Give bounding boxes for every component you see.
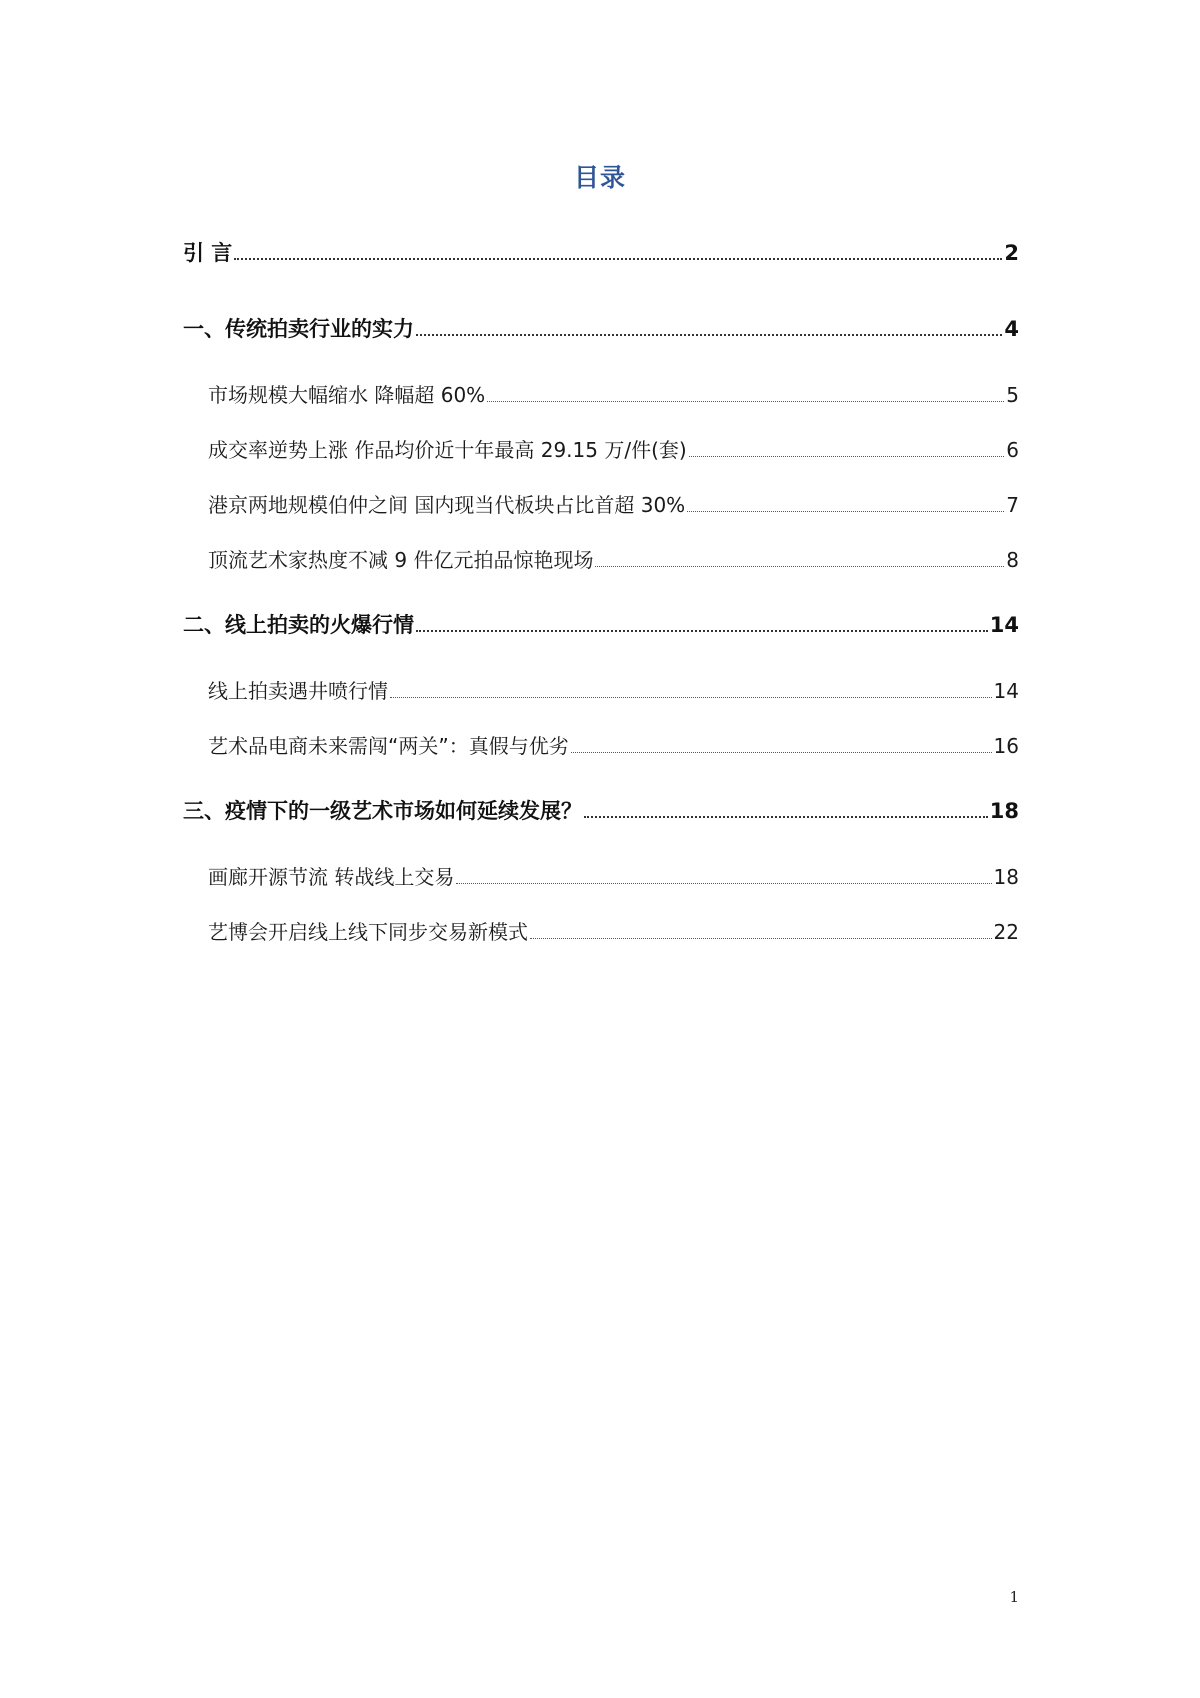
toc-entry-text: 引 言 xyxy=(183,241,233,265)
toc-entry-subsection[interactable] xyxy=(208,731,1019,761)
toc-page-number: 14 xyxy=(989,613,1019,637)
toc-dot-leader xyxy=(416,334,1002,336)
toc-entry-section-2[interactable] xyxy=(183,610,1019,640)
toc-entry-text: 顶流艺术家热度不减 9 件亿元拍品惊艳现场 xyxy=(208,548,594,572)
toc-entry-text: 二、线上拍卖的火爆行情 xyxy=(183,613,414,637)
toc-entry-subsection[interactable] xyxy=(208,862,1019,892)
toc-page-number: 18 xyxy=(989,799,1019,823)
toc-entry-text: 市场规模大幅缩水 降幅超 60% xyxy=(208,383,486,407)
toc-entry-text: 三、疫情下的一级艺术市场如何延续发展？ xyxy=(183,799,582,823)
toc-entry-section-1[interactable] xyxy=(183,314,1019,344)
toc-entry-subsection[interactable] xyxy=(208,917,1019,947)
toc-entry-text: 港京两地规模伯仲之间 国内现当代板块占比首超 30% xyxy=(208,493,686,517)
toc-dot-leader xyxy=(416,630,988,632)
toc-dot-leader xyxy=(595,566,1004,567)
toc-page-number: 22 xyxy=(993,920,1019,944)
toc-page-number: 18 xyxy=(993,865,1019,889)
toc-entry-text: 一、传统拍卖行业的实力 xyxy=(183,317,414,341)
toc-dot-leader xyxy=(571,752,992,753)
toc-dot-leader xyxy=(689,456,1005,457)
toc-page-number: 4 xyxy=(1004,317,1019,341)
toc-entry-subsection[interactable] xyxy=(208,380,1019,410)
toc-page-number: 2 xyxy=(1004,241,1019,265)
toc-title: 目录 xyxy=(573,163,626,192)
toc-entry-text: 成交率逆势上涨 作品均价近十年最高 29.15 万/件(套) xyxy=(208,438,687,462)
toc-page-number: 5 xyxy=(1006,383,1019,407)
toc-dot-leader xyxy=(390,697,992,698)
toc-entry-text: 艺术品电商未来需闯“两关”：真假与优劣 xyxy=(208,734,569,758)
toc-entry-subsection[interactable] xyxy=(208,435,1019,465)
toc-page-number: 16 xyxy=(993,734,1019,758)
page-footer-number: 1 xyxy=(1009,1588,1019,1606)
toc-entry-subsection[interactable] xyxy=(208,676,1019,706)
toc-dot-leader xyxy=(687,511,1004,512)
toc-dot-leader xyxy=(487,401,1004,402)
toc-entry-text: 画廊开源节流 转战线上交易 xyxy=(208,865,455,889)
toc-page-number: 14 xyxy=(993,679,1019,703)
toc-dot-leader xyxy=(584,816,988,818)
toc-page-number: 8 xyxy=(1006,548,1019,572)
toc-entry-intro[interactable] xyxy=(183,238,1019,268)
toc-dot-leader xyxy=(530,938,992,939)
toc-entry-text: 艺博会开启线上线下同步交易新模式 xyxy=(208,920,528,944)
toc-dot-leader xyxy=(234,258,1002,260)
toc-entry-subsection[interactable] xyxy=(208,545,1019,575)
toc-page-number: 7 xyxy=(1006,493,1019,517)
toc-entry-subsection[interactable] xyxy=(208,490,1019,520)
toc-entry-section-3[interactable] xyxy=(183,796,1019,826)
toc-page-number: 6 xyxy=(1006,438,1019,462)
toc-entry-text: 线上拍卖遇井喷行情 xyxy=(208,679,388,703)
toc-dot-leader xyxy=(456,883,991,884)
